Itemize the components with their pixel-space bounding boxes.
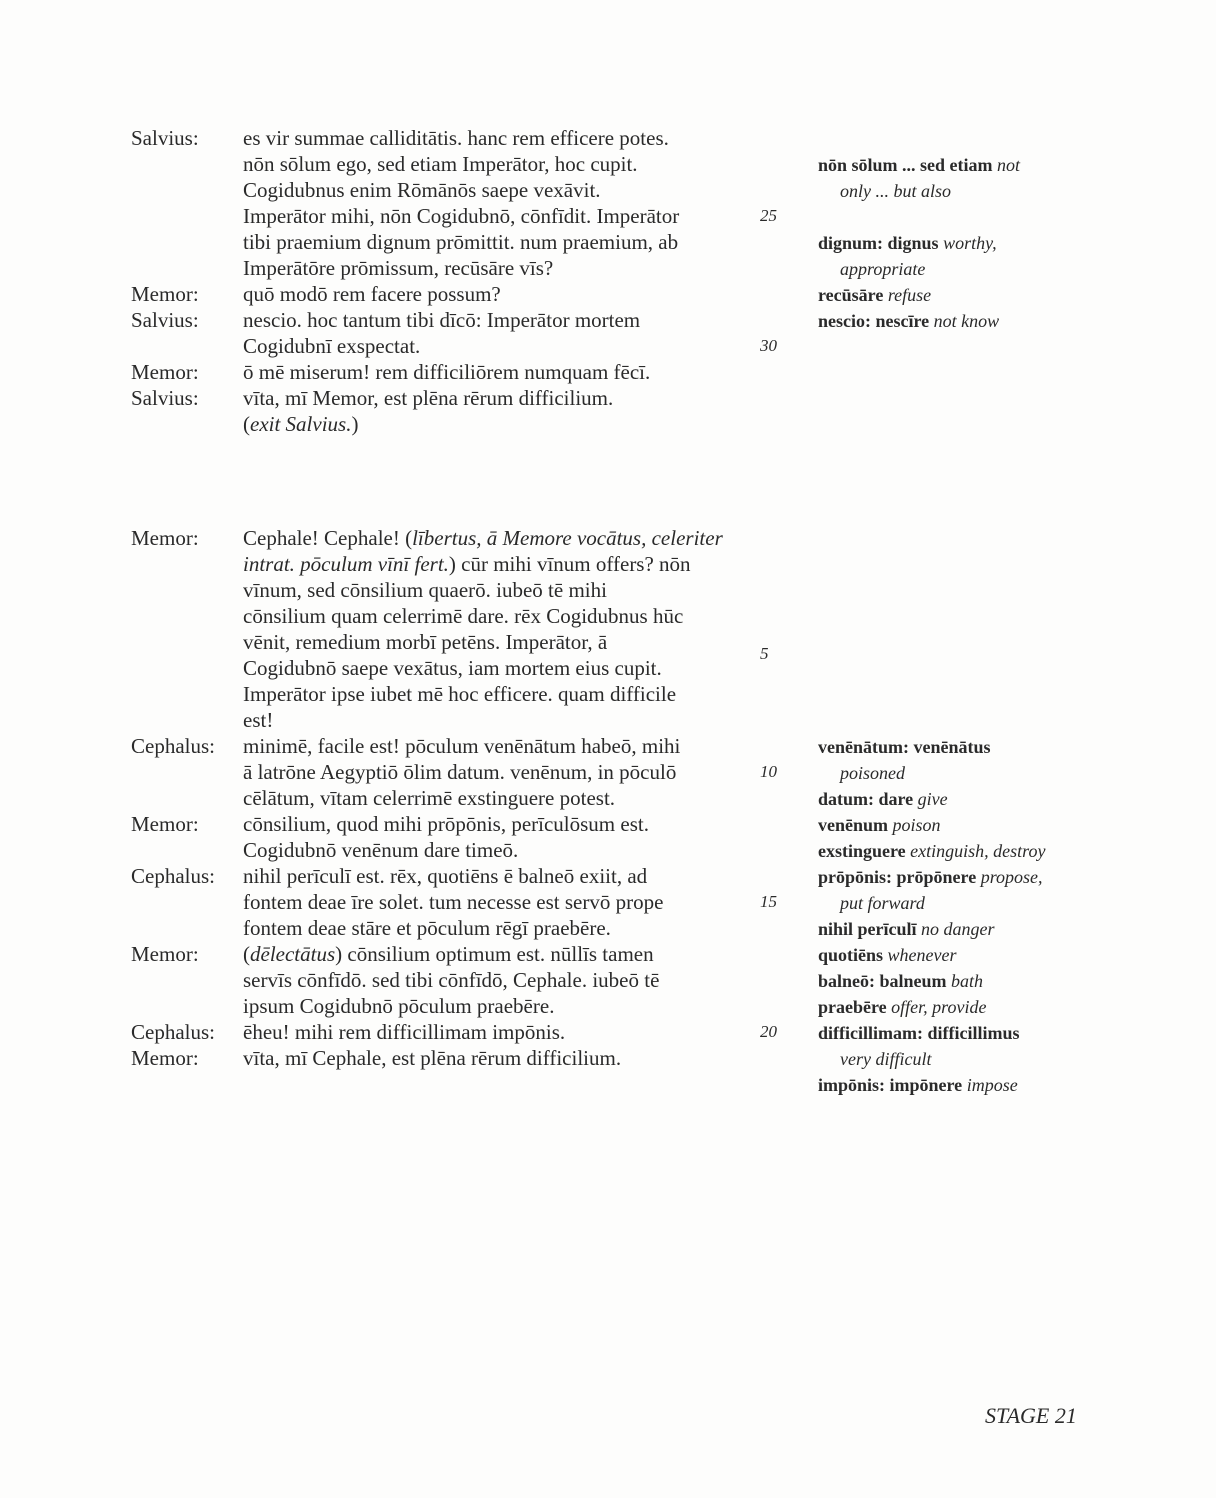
gloss-entry: appropriate bbox=[840, 259, 926, 279]
line-text: vīta, mī Cephale, est plēna rērum difficilium. bbox=[243, 1046, 622, 1070]
dialogue-line bbox=[0, 125, 1216, 151]
speaker-name: Memor: bbox=[131, 942, 199, 966]
line-text: Cephale! Cephale! (lībertus, ā Memore vocātus, celeriter bbox=[243, 526, 723, 550]
gloss-entry: nihil perīculī no danger bbox=[818, 919, 995, 939]
dialogue-line bbox=[0, 551, 1216, 577]
gloss-entry: recūsāre refuse bbox=[818, 285, 932, 305]
dialogue-line bbox=[0, 707, 1216, 733]
line-text: cōnsilium, quod mihi prōpōnis, perīculōsum est. bbox=[243, 812, 649, 836]
dialogue-line bbox=[0, 1045, 1216, 1071]
line-text: ēheu! mihi rem difficillimam impōnis. bbox=[243, 1020, 566, 1044]
dialogue-line bbox=[0, 255, 1216, 281]
gloss-entry: put forward bbox=[840, 893, 925, 913]
line-text: servīs cōnfīdō. sed tibi cōnfīdō, Cephale. iubeō tē bbox=[243, 968, 660, 992]
gloss-entry: venēnum poison bbox=[818, 815, 941, 835]
line-text: intrat. pōculum vīnī fert.) cūr mihi vīnum offers? nōn bbox=[243, 552, 691, 576]
dialogue-line bbox=[0, 967, 1216, 993]
dialogue-line bbox=[0, 525, 1216, 551]
gloss-entry: nōn sōlum ... sed etiam not bbox=[818, 155, 1021, 175]
dialogue-line bbox=[0, 811, 1216, 837]
dialogue-line bbox=[0, 385, 1216, 411]
dialogue-line bbox=[0, 333, 1216, 359]
gloss-entry: exstinguere extinguish, destroy bbox=[818, 841, 1046, 861]
line-text: cōnsilium quam celerrimē dare. rēx Cogidubnus hūc bbox=[243, 604, 684, 628]
speaker-name: Memor: bbox=[131, 1046, 199, 1070]
line-text: nescio. hoc tantum tibi dīcō: Imperātor mortem bbox=[243, 308, 641, 332]
dialogue-line bbox=[0, 203, 1216, 229]
line-text: minimē, facile est! pōculum venēnātum habeō, mihi bbox=[243, 734, 681, 758]
line-number: 20 bbox=[760, 1022, 777, 1041]
speaker-name: Salvius: bbox=[131, 126, 199, 150]
line-text: fontem deae stāre et pōculum rēgī praebēre. bbox=[243, 916, 611, 940]
gloss-entry: only ... but also bbox=[840, 181, 951, 201]
dialogue-line bbox=[0, 629, 1216, 655]
dialogue-line bbox=[0, 889, 1216, 915]
dialogue-line bbox=[0, 1019, 1216, 1045]
line-text: quō modō rem facere possum? bbox=[243, 282, 501, 306]
dialogue-line bbox=[0, 915, 1216, 941]
gloss-entry: prōpōnis: prōpōnere propose, bbox=[818, 867, 1043, 887]
gloss-entry: dignum: dignus worthy, bbox=[818, 233, 997, 253]
gloss-entry: quotiēns whenever bbox=[818, 945, 957, 965]
dialogue-line bbox=[0, 759, 1216, 785]
line-text: ō mē miserum! rem difficiliōrem numquam fēcī. bbox=[243, 360, 651, 384]
dialogue-line bbox=[0, 411, 1216, 437]
stage-direction: exit Salvius. bbox=[250, 412, 352, 436]
gloss-entry: balneō: balneum bath bbox=[818, 971, 984, 991]
line-text: Imperātōre prōmissum, recūsāre vīs? bbox=[243, 256, 554, 280]
line-text: cēlātum, vītam celerrimē exstinguere potest. bbox=[243, 786, 616, 810]
line-text: vīta, mī Memor, est plēna rērum difficilium. bbox=[243, 386, 614, 410]
stage-direction: intrat. pōculum vīnī fert. bbox=[243, 552, 449, 576]
gloss-entry: nescio: nescīre not know bbox=[818, 311, 1000, 331]
line-text: Cogidubnī exspectat. bbox=[243, 334, 421, 358]
dialogue-line bbox=[0, 941, 1216, 967]
line-text: nōn sōlum ego, sed etiam Imperātor, hoc cupit. bbox=[243, 152, 638, 176]
line-text: nihil perīculī est. rēx, quotiēns ē balneō exiit, ad bbox=[243, 864, 648, 888]
dialogue-line bbox=[0, 229, 1216, 255]
line-text: (exit Salvius.) bbox=[243, 412, 359, 436]
gloss-entry: venēnātum: venēnātus bbox=[818, 737, 991, 757]
line-text: (dēlectātus) cōnsilium optimum est. nūllīs tamen bbox=[243, 942, 654, 966]
speaker-name: Salvius: bbox=[131, 308, 199, 332]
line-text: fontem deae īre solet. tum necesse est servō prope bbox=[243, 890, 664, 914]
gloss-entry: impōnis: impōnere impose bbox=[818, 1075, 1018, 1095]
line-number: 5 bbox=[760, 644, 769, 663]
line-text: Cogidubnō venēnum dare timeō. bbox=[243, 838, 519, 862]
dialogue-line bbox=[0, 733, 1216, 759]
dialogue-line bbox=[0, 151, 1216, 177]
speaker-name: Cephalus: bbox=[131, 864, 215, 888]
line-number: 15 bbox=[760, 892, 777, 911]
line-text: tibi praemium dignum prōmittit. num praemium, ab bbox=[243, 230, 679, 254]
dialogue-line bbox=[0, 359, 1216, 385]
dialogue-line bbox=[0, 681, 1216, 707]
stage-direction: lībertus, ā Memore vocātus, celeriter bbox=[412, 526, 723, 550]
line-text: Cogidubnus enim Rōmānōs saepe vexāvit. bbox=[243, 178, 601, 202]
line-text: vīnum, sed cōnsilium quaerō. iubeō tē mihi bbox=[243, 578, 607, 602]
speaker-name: Memor: bbox=[131, 526, 199, 550]
line-text: ipsum Cogidubnō pōculum praebēre. bbox=[243, 994, 555, 1018]
dialogue-line bbox=[0, 993, 1216, 1019]
line-text: Imperātor mihi, nōn Cogidubnō, cōnfīdit. Imperātor bbox=[243, 204, 680, 228]
dialogue-line bbox=[0, 577, 1216, 603]
speaker-name: Salvius: bbox=[131, 386, 199, 410]
speaker-name: Memor: bbox=[131, 812, 199, 836]
line-text: es vir summae calliditātis. hanc rem efficere potes. bbox=[243, 126, 669, 150]
gloss-entry: datum: dare give bbox=[818, 789, 948, 809]
speaker-name: Memor: bbox=[131, 282, 199, 306]
dialogue-line bbox=[0, 307, 1216, 333]
gloss-entry: difficillimam: difficillimus bbox=[818, 1023, 1020, 1043]
line-text: est! bbox=[243, 708, 274, 732]
speaker-name: Cephalus: bbox=[131, 1020, 215, 1044]
line-text: Imperātor ipse iubet mē hoc efficere. quam difficile bbox=[243, 682, 677, 706]
line-number: 10 bbox=[760, 762, 777, 781]
gloss-entry: praebēre offer, provide bbox=[818, 997, 987, 1017]
speaker-name: Cephalus: bbox=[131, 734, 215, 758]
line-text: vēnit, remedium morbī petēns. Imperātor, ā bbox=[243, 630, 608, 654]
page-footer-stage: STAGE 21 bbox=[985, 1403, 1077, 1428]
dialogue-line bbox=[0, 281, 1216, 307]
dialogue-line bbox=[0, 177, 1216, 203]
line-text: ā latrōne Aegyptiō ōlim datum. venēnum, in pōculō bbox=[243, 760, 677, 784]
line-number: 25 bbox=[760, 206, 777, 225]
gloss-entry: poisoned bbox=[840, 763, 905, 783]
line-text: Cogidubnō saepe vexātus, iam mortem eius cupit. bbox=[243, 656, 662, 680]
line-number: 30 bbox=[760, 336, 777, 355]
speaker-name: Memor: bbox=[131, 360, 199, 384]
dialogue-line bbox=[0, 785, 1216, 811]
stage-direction: dēlectātus bbox=[250, 942, 336, 966]
dialogue-line bbox=[0, 603, 1216, 629]
dialogue-line bbox=[0, 644, 1216, 681]
gloss-entry: very difficult bbox=[840, 1049, 932, 1069]
